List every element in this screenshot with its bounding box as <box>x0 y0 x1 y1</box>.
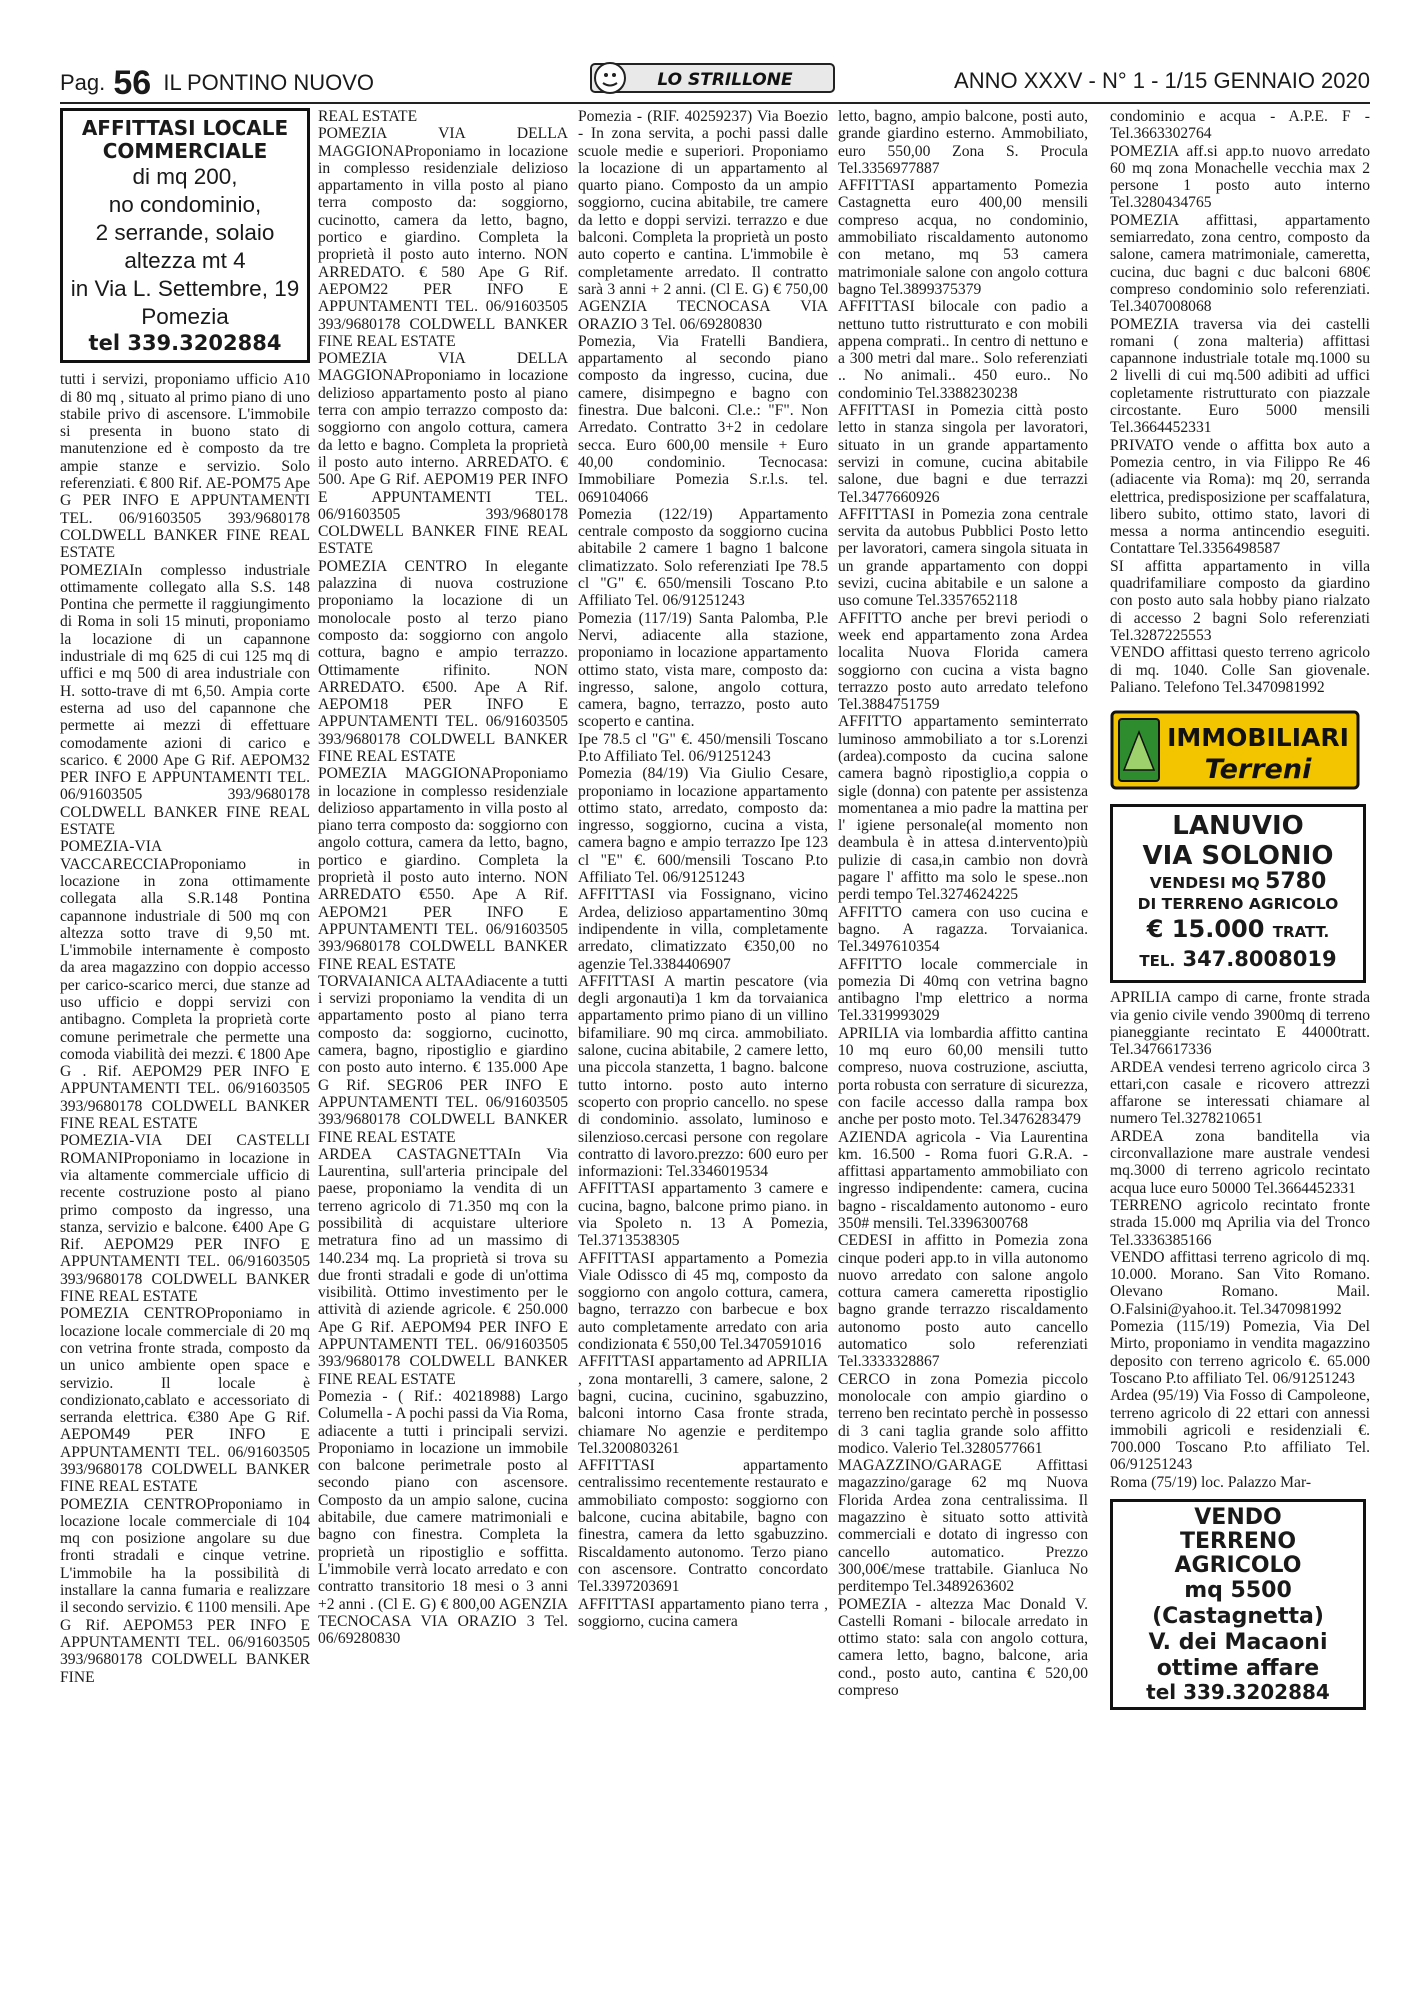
classified-ad: TORVAIANICA ALTAAdiacente a tutti i servizi proponiamo la vendita di un appartamento posto al piano terra composto da: soggiorno, cucinotto, camera, bagno, ripostiglio e giardino con posto auto interno. € 135.000 Ape G Rif. SEGR06 PER INFO E APPUNTAMENTI TEL. 06/91603505 393/9680178 COLDWELL BANKER FINE REAL ESTATE <box>318 972 568 1146</box>
ad-box-line: in Via L. Settembre, 19 <box>70 276 300 301</box>
classified-ad: Pomezia - (RIF. 40259237) Via Boezio - In zona servita, a pochi passi dalle scuole medie e superiori. Proponiamo la locazione di un appartamento al quarto piano. Composto da un ampio soggiorno, cucina abitabile, tre camere da letto e doppi servizi. terrazzo e due balconi. Completa la proprietà un posto auto coperto e cantina. L'immobile è completamente arredato. Il contratto sarà 3 anni + 2 anni. (Cl E. G) € 750,00 AGENZIA TECNOCASA VIA ORAZIO 3 Tel. 06/69280830 <box>578 108 828 333</box>
banner-subtitle: Terreni <box>1204 754 1312 786</box>
classified-ad: POMEZIA traversa via dei castelli romani ( zona malteria) affittasi capannone industriale totale mq.1000 su 2 livelli di cui mq.500 adibiti ad uffici copletamente ristrutturato con piazzale circostante. Euro 5000 mensili Tel.3664452331 <box>1110 315 1370 437</box>
classified-ad: Pomezia, Via Fratelli Bandiera, appartamento al secondo piano composto da ingresso, cucina, due camere, disimpegno e bagno con finestra. Due balconi. Cl.e.: "F". Non Arredato. Contratto 3+2 in cedolare secca. Euro 600,00 mensile + Euro 40,00 condominio. Tecnocasa: Immobiliare Pomezia S.r.l.s. tel. 069104066 <box>578 332 828 506</box>
ad-box-line: Pomezia <box>141 304 229 329</box>
classified-ad: POMEZIA-VIA DEI CASTELLI ROMANIProponiamo in locazione in via altamente commerciale ufficio di recente costruzione posto al piano primo composto da ingresso, una stanza, servizio e balcone. €400 Ape G Rif. AEPOM29 PER INFO E APPUNTAMENTI TEL. 06/91603505 393/9680178 COLDWELL BANKER FINE REAL ESTATE <box>60 1132 310 1306</box>
classified-ad: TERRENO agricolo recintato fronte strada 15.000 mq Aprilia via del Tronco Tel.3336385166 <box>1110 1196 1370 1249</box>
classified-ad: Pomezia (115/19) Pomezia, Via Del Mirto, proponiamo in vendita magazzino deposito con terreno agricolo €. 65.000 Toscano P.to affiliato Tel. 06/91251243 <box>1110 1318 1370 1387</box>
ad-box-line: (Castagnetta) <box>1152 1604 1324 1629</box>
classified-ad: AFFITTASI appartamento Pomezia Castagnetta euro 400,00 mensili compreso acqua, no condominio, ammobiliato riscaldamento autonomo con metano, mq 53 camera matrimoniale salone con angolo cottura bagno Tel.3899375379 <box>838 177 1088 298</box>
classified-ad: APRILIA campo di carne, fronte strada via genio civile vendo 3900mq di terreno pianeggiante recintato E 44000tratt. Tel.3476617336 <box>1110 989 1370 1059</box>
page-header <box>60 62 1370 100</box>
ad-box-line: DI TERRENO AGRICOLO <box>1137 895 1339 914</box>
ad-box-title: AFFITTASI LOCALE <box>81 116 289 140</box>
classified-ad: VENDO affittasi questo terreno agricolo di mq. 1040. Colle San giovenale. Paliano. Telefono Tel.3470981992 <box>1110 644 1370 696</box>
ad-box-line: TERRENO <box>1179 1529 1297 1554</box>
classified-ad: AFFITTASI appartamento a Pomezia Viale Odissco di 45 mq, composto da soggiorno con angolo cottura, camera, bagno, terrazzo con barbecue e box auto completamente arredato con aria condizionata € 550,00 Tel.3470591016 <box>578 1249 828 1354</box>
classified-ad: POMEZIA CENTROProponiamo in locazione locale commerciale di 104 mq con posizione angolare su due fronti stradali e cinque vetrine. L'immobile ha la possibilità di installare la canna fumaria e realizzare il secondo servizio. € 1100 mensili. Ape G Rif. AEPOM53 PER INFO E APPUNTAMENTI TEL. 06/91603505 393/9680178 COLDWELL BANKER FINE <box>60 1495 310 1686</box>
column-1 <box>60 108 310 1686</box>
column-4 <box>838 108 1088 1699</box>
classified-ad: REAL ESTATE <box>318 108 418 125</box>
ad-box-price-suffix: TRATT. <box>1272 923 1330 942</box>
ad-box-locale-commerciale <box>60 108 310 363</box>
logo-text: LO STRILLONE <box>657 70 793 90</box>
classified-ad: Pomezia - ( Rif.: 40218988) Largo Columella - A pochi passi da Via Roma, adiacente a tutti i principali servizi. Proponiamo in locazione un immobile con balcone perimetrale posto al secondo piano con ascensore. Composto da un ampio salone, cucina abitabile, due camere matrimoniali e bagno con finestra. Completa la proprietà un ripostiglio e soffitta. L'immobile verrà locato arredato e con contratto transitorio 18 mesi o 3 anni +2 anni . (Cl E. G) € 800,00 AGENZIA TECNOCASA VIA ORAZIO 3 Tel. 06/69280830 <box>318 1387 568 1648</box>
ad-box-phone: tel 339.3202884 <box>88 331 282 355</box>
classified-ad: Pomezia (84/19) Via Giulio Cesare, proponiamo in locazione appartamento ottimo stato, arredato, composto da: ingresso, soggiorno, cucina a vista, camera bagno e ampio terrazzo Ipe 123 cl "E" €. 600/mensili Toscano P.to Affiliato Tel. 06/91251243 <box>578 765 828 887</box>
ad-box-title: COMMERCIALE <box>102 139 268 163</box>
classified-ad: AFFITTO locale commerciale in pomezia Di 40mq con vetrina bagno antibagno l'mp elettrico a norma Tel.3319993029 <box>838 955 1088 1025</box>
classified-ad: APRILIA via lombardia affitto cantina 10 mq euro 60,00 mensili tutto compreso, nuova costruzione, asciutta, porta robusta con serrature di sicurezza, con facile accesso dalla rampa box anche per posto moto. Tel.3476283479 <box>838 1024 1088 1129</box>
ad-box-phone-prefix: TEL. <box>1139 952 1176 971</box>
ad-box-line: V. dei Macaoni <box>1148 1630 1328 1655</box>
classified-ad: tutti i servizi, proponiamo ufficio A10 di 80 mq , situato al primo piano di uno stabile privo di ascensore. L'immobile si presenta in buono stato di manutenzione ed è composto da tre ampie stanze e servizio. Solo referenziati. € 800 Rif. AE-POM75 Ape G PER INFO E APPUNTAMENTI TEL. 06/91603505 393/9680178 COLDWELL BANKER FINE REAL ESTATE <box>60 371 310 562</box>
classified-ad: AFFITTASI appartamento piano terra , soggiorno, cucina camera <box>578 1595 828 1630</box>
ad-box-line: VIA SOLONIO <box>1142 841 1334 872</box>
ad-box-price <box>1115 915 1361 946</box>
classified-ad: PRIVATO vende o affitta box auto a Pomezia centro, in via Filippo Re 46 (adiacente via Roma): mq 20, serranda elettrica, predisposizione per scaffalatura, libero subito, ottimo stato, lavori di messa a norma antincendio eseguiti. Contattare Tel.3356498587 <box>1110 436 1370 558</box>
column-3 <box>578 108 828 1630</box>
ad-box-phone <box>1115 946 1361 974</box>
page-number-label <box>60 64 374 103</box>
ad-box-line: ottime affare <box>1156 1656 1320 1681</box>
classified-ad: letto, bagno, ampio balcone, posti auto, grande giardino esterno. Ammobiliato, euro 550,00 Zona S. Procula Tel.3356977887 <box>838 108 1088 177</box>
classified-ad: AFFITTO camera con uso cucina e bagno. A ragazza. Torvaianica. Tel.3497610354 <box>838 903 1088 956</box>
ad-box-line: LANUVIO <box>1172 811 1304 842</box>
classified-ad: AFFITTASI appartamento ad APRILIA , zona montarelli, 3 camere, salone, 2 bagni, cucina, cucinino, sgabuzzino, balconi intorno Casa fronte strada, chiamare No agenzie e perditempo Tel.3200803261 <box>578 1353 828 1457</box>
classified-ad: POMEZIAIn complesso industriale ottimamente collegato alla S.S. 148 Pontina che permette il raggiungimento di Roma in soli 15 minuti, proponiamo la locazione di un capannone industriale di mq 625 di cui 125 mq di uffici e mq 500 di area industriale con H. sotto-trave di mt 6,50. Ampia corte esterna ad uso del capannone che permette ai mezzi di effettuare comodamente azioni di carico e scarico. € 2000 Ape G Rif. AEPOM32 PER INFO E APPUNTAMENTI TEL. 06/91603505 393/9680178 COLDWELL BANKER FINE REAL ESTATE <box>60 561 310 839</box>
classified-ad: AFFITTASI via Fossignano, vicino Ardea, delizioso appartamentino 30mq indipendente in villa, completamente arredato, climatizzato €350,00 no agenzie Tel.3384406907 <box>578 886 828 973</box>
classified-ad: POMEZIA VIA DELLA MAGGIONAProponiamo in locazione delizioso appartamento posto al piano terra con ampio terrazzo composto da: soggiorno con angolo cottura, camera da letto e bagno. Completa la proprietà il posto auto interno. ARREDATO. € 500. Ape G Rif. AEPOM19 PER INFO E APPUNTAMENTI TEL. 06/91603505 393/9680178 COLDWELL BANKER FINE REAL ESTATE <box>318 350 568 558</box>
classified-ad: AZIENDA agricola - Via Laurentina km. 16.500 - Roma fuori G.R.A. - affittasi appartamento ammobiliato con ingresso indipendente: camera, cucina bagno - riscaldamento autonomo - euro 350# mensili. Tel.3396300768 <box>838 1128 1088 1232</box>
classified-ad: AFFITTO appartamento seminterrato luminoso ammobiliato a tor s.Lorenzi (ardea).composto da cucina salone camera bagnò ripostiglio,a coppia o sigle (donna) con patente per assistenza momentanea a mio padre la mattina per l' igiene personale(al momento non deambula è in attesa d.intervento)più pulizie di casa,in cambio non dovrà pagare l' affitto ma solo le spese..non perdi tempo Tel.3274624225 <box>838 713 1088 904</box>
classified-ad: Ardea (95/19) Via Fosso di Campoleone, terreno agricolo di 22 ettari con annessi immobili agricoli e residenziali €. 700.000 Toscano P.to affiliato Tel. 06/91251243 <box>1110 1387 1370 1474</box>
header-rule <box>60 102 1370 104</box>
classified-ad: AFFITTASI A martin pescatore (via degli argonauti)a 1 km da torvaianica appartamento primo piano di un villino bifamiliare. 90 mq circa. ammobiliato. salone, cucina abitabile, 2 camere letto, una piccola stanzetta, 1 bagno. balcone tutto intorno. posto auto interno scoperto con proprio cancello. no spese di condominio. assolato, luminoso e silenzioso.cercasi persone con regolare contratto di lavoro.prezzo: 600 euro per informazioni: Tel.3346019534 <box>578 972 828 1181</box>
ad-box-line: 2 serrande, solaio <box>95 220 275 245</box>
classified-ad: POMEZIA VIA DELLA MAGGIONAProponiamo in locazione in complesso residenziale delizioso appartamento in villa posto al piano terra composto da: soggiorno, cucinotto, camera da letto, bagno, portico e giardino. Completa la proprietà il posto auto interno. NON ARREDATO. € 580 Ape G Rif. AEPOM22 PER INFO E APPUNTAMENTI TEL. 06/91603505 393/9680178 COLDWELL BANKER FINE REAL ESTATE <box>318 125 568 350</box>
ad-box-price-value: € 15.000 <box>1146 915 1265 944</box>
classified-ad: Pomezia (122/19) Appartamento centrale composto da soggiorno cucina abitabile 2 camere 1 bagno 1 balcone climatizzato. Solo referenziati Ipe 78.5 cl "G" €. 650/mensili Toscano P.to Affiliato Tel. 06/91251243 <box>578 505 828 610</box>
column-5 <box>1110 108 1370 1710</box>
ad-box-line: di mq 200, <box>132 164 238 189</box>
classified-ad: Pomezia (117/19) Santa Palomba, P.le Nervi, adiacente alla stazione, proponiamo in locazione appartamento ottimo stato, vista mare, composto da: ingresso, salone, angolo cottura, camera, bagno, terrazzo, posto auto scoperto e cantina. <box>578 609 828 731</box>
classified-ad: AFFITTASI appartamento 3 camere e cucina, bagno, balcone primo piano. in via Spoleto n. 13 A Pomezia, Tel.3713538305 <box>578 1180 828 1250</box>
ad-box-line: altezza mt 4 <box>124 248 246 273</box>
classified-ad: VENDO affittasi terreno agricolo di mq. 10.000. Morano. San Vito Romano. Olevano Romano. Mail. O.Falsini@yahoo.it. Tel.3470981992 <box>1110 1248 1370 1318</box>
classified-ad: POMEZIA-VIA VACCARECCIAProponiamo in locazione in zona ottimamente collegata alla S.R.148 Pontina capannone industriale di 500 mq con altezza sotto trave di 9,50 mt. L'immobile internamente è composto da area magazzino con doppio accesso per carico-scarico merci, due stanze ad uso ufficio e doppi servizi con antibagno. Completa la proprietà corte comune perimetrale che permette una comoda viabilità dei mezzi. € 1800 Ape G . Rif. AEPOM29 PER INFO E APPUNTAMENTI TEL. 06/91603505 393/9680178 COLDWELL BANKER FINE REAL ESTATE <box>60 838 310 1133</box>
ad-box-phone: tel 339.3202884 <box>1146 1680 1330 1704</box>
ad-box-line: mq 5500 <box>1184 1578 1292 1603</box>
column-2 <box>318 108 568 1647</box>
classified-ad: Roma (75/19) loc. Palazzo Mar- <box>1110 1473 1312 1491</box>
ad-box-line: AGRICOLO <box>1174 1553 1302 1578</box>
ad-box-line <box>1115 871 1361 894</box>
page-label: Pag. <box>60 70 106 95</box>
classified-ad: AFFITTASI in Pomezia città posto letto in stanza singola per lavoratori, situato in un grande appartamento servizi in comune, cucina abitabile salone, due bagni e due terrazzi Tel.3477660926 <box>838 402 1088 506</box>
ad-box-line: VENDO <box>1194 1505 1282 1530</box>
classified-ad: AFFITTASI in Pomezia zona centrale servita da autobus Pubblici Posto letto per lavoratori, camera singola situata in un grande appartamento con doppi sevizi, cucina abitabile e un salone a uso comune Tel.3357652118 <box>838 505 1088 610</box>
ad-box-line-prefix: VENDESI MQ <box>1149 874 1260 893</box>
classified-ad: condominio e acqua - A.P.E. F - Tel.3663302764 <box>1110 108 1370 143</box>
classified-ad: ARDEA vendesi terreno agricolo circa 3 ettari,con casale e ricovero attrezzi affarone se interessati chiamare al numero Tel.3278210651 <box>1110 1058 1370 1128</box>
lo-strillone-logo <box>590 58 835 98</box>
classified-ad: Ipe 78.5 cl "G" €. 450/mensili Toscano P.to Affiliato Tel. 06/91251243 <box>578 730 828 765</box>
classified-ad: CEDESI in affitto in Pomezia zona cinque poderi app.to in villa autonomo nuovo arredato con salone angolo cottura camera cameretta ripostiglio bagno grande terrazzo riscaldamento autonomo posto auto cancello automatico solo referenziati Tel.3333328867 <box>838 1232 1088 1371</box>
classified-ad: POMEZIA - altezza Mac Donald V. Castelli Romani - bilocale arredato in ottimo stato: sala con angolo cottura, camera letto, bagno, balcone, aria cond., posto auto, cantina € 520,00 compreso <box>838 1595 1088 1700</box>
banner-title: IMMOBILIARI <box>1167 723 1349 753</box>
page-number: 56 <box>113 64 152 102</box>
classified-ad: AFFITTASI appartamento centralissimo recentemente restaurato e ammobiliato composto: soggiorno con balcone, cucina abitabile, bagno con finestra, camera da letto sgabuzzino. Riscaldamento autonomo. Terzo piano con ascensore. Contratto concordato Tel.3397203691 <box>578 1457 828 1596</box>
immobiliari-terreni-banner <box>1110 710 1360 790</box>
classified-ad: AFFITTASI bilocale con padio a nettuno tutto ristrutturato e con mobili appena comprati.. In centro di nettuno e a 300 metri dal mare.. Solo referenziati .. No animali.. 450 euro.. No condominio Tel.3388230238 <box>838 298 1088 402</box>
publication-name: IL PONTINO NUOVO <box>163 70 374 95</box>
classified-ad: SI affitta appartamento in villa quadrifamiliare composto da giardino con posto auto sala hobby piano rialzato di accesso 2 bagni Solo referenziati Tel.3287225553 <box>1110 557 1370 644</box>
issue-info: ANNO XXXV - N° 1 - 1/15 GENNAIO 2020 <box>954 68 1370 93</box>
ad-box-phone-number: 347.8008019 <box>1182 947 1337 972</box>
classified-ad: POMEZIA CENTRO In elegante palazzina di nuova costruzione proponiamo la locazione di un monolocale posto al terzo piano composto da: soggiorno con angolo cottura, bagno e ampio terrazzo. Ottimamente rifinito. NON ARREDATO. €500. Ape A Rif. AEPOM18 PER INFO E APPUNTAMENTI TEL. 06/91603505 393/9680178 COLDWELL BANKER FINE REAL ESTATE <box>318 557 568 765</box>
classified-ad: POMEZIA aff.si app.to nuovo arredato 60 mq zona Monachelle vecchia max 2 persone 1 posto auto interno Tel.3280434765 <box>1110 142 1370 212</box>
classified-ad: POMEZIA MAGGIONAProponiamo in locazione in complesso residenziale delizioso appartamento in villa posto al piano terra composto da: soggiorno con angolo cottura, camera da letto, bagno, portico e giardino. Completa la proprietà il posto auto interno. NON ARREDATO €550. Ape A Rif. AEPOM21 PER INFO E APPUNTAMENTI TEL. 06/91603505 393/9680178 COLDWELL BANKER FINE REAL ESTATE <box>318 765 568 973</box>
classified-ad: POMEZIA affittasi, appartamento semiarredato, zona centro, composto da salone, camera matrimoniale, cameretta, cucina, duc bagni c duc balconi 680€ compreso condominio solo referenziati. Tel.3407008068 <box>1110 211 1370 316</box>
ad-box-line-value: 5780 <box>1265 869 1327 895</box>
ad-box-lanuvio <box>1110 804 1366 983</box>
classified-ad: MAGAZZINO/GARAGE Affittasi magazzino/garage 62 mq Nuova Florida Ardea zona centralissima. Il magazzino è situato sotto attività commerciali e dotato di ingresso con cancello automatico. Prezzo 300,00€/mese trattabile. Gianluca No perditempo Tel.3489263602 <box>838 1457 1088 1596</box>
classified-ad: ARDEA zona banditella via circonvallazione mare australe vendesi mq.3000 di terreno agricolo recintato acqua luce euro 50000 Tel.3664452331 <box>1110 1127 1370 1197</box>
classified-ad: CERCO in zona Pomezia piccolo monolocale con ampio giardino o terreno ben recintato perchè in possesso di 3 cani taglia grande solo affitto modico. Valerio Tel.3280577661 <box>838 1370 1088 1457</box>
classified-ad: POMEZIA CENTROProponiamo in locazione locale commerciale di 20 mq con vetrina fronte strada, composto da un unico ambiente open space e servizio. Il locale è condizionato,cablato e accessoriato di serranda elettrica. €380 Ape G Rif. AEPOM49 PER INFO E APPUNTAMENTI TEL. 06/91603505 393/9680178 COLDWELL BANKER FINE REAL ESTATE <box>60 1305 310 1496</box>
ad-box-line: no condominio, <box>108 192 262 217</box>
classified-ad: AFFITTO anche per brevi periodi o week end appartamento zona Ardea localita Nuova Florida camera soggiorno con cucina a vista bagno terrazzo posto auto arredato telefono Tel.3884751759 <box>838 609 1088 714</box>
classified-ad: ARDEA CASTAGNETTAIn Via Laurentina, sull'arteria principale del paese, proponiamo la vendita di un terreno agricolo di 71.350 mq con la possibilità di acquistare ulteriore metratura fino ad un massimo di 140.234 mq. La proprietà si trova su due fronti stradali e gode di un'ottima visibilità. Ottimo investimento per le attività di aziende agricole. € 250.000 Ape G Rif. AEPOM94 PER INFO E APPUNTAMENTI TEL. 06/91603505 393/9680178 COLDWELL BANKER FINE REAL ESTATE <box>318 1145 568 1388</box>
ad-box-terreno-agricolo <box>1110 1499 1366 1710</box>
